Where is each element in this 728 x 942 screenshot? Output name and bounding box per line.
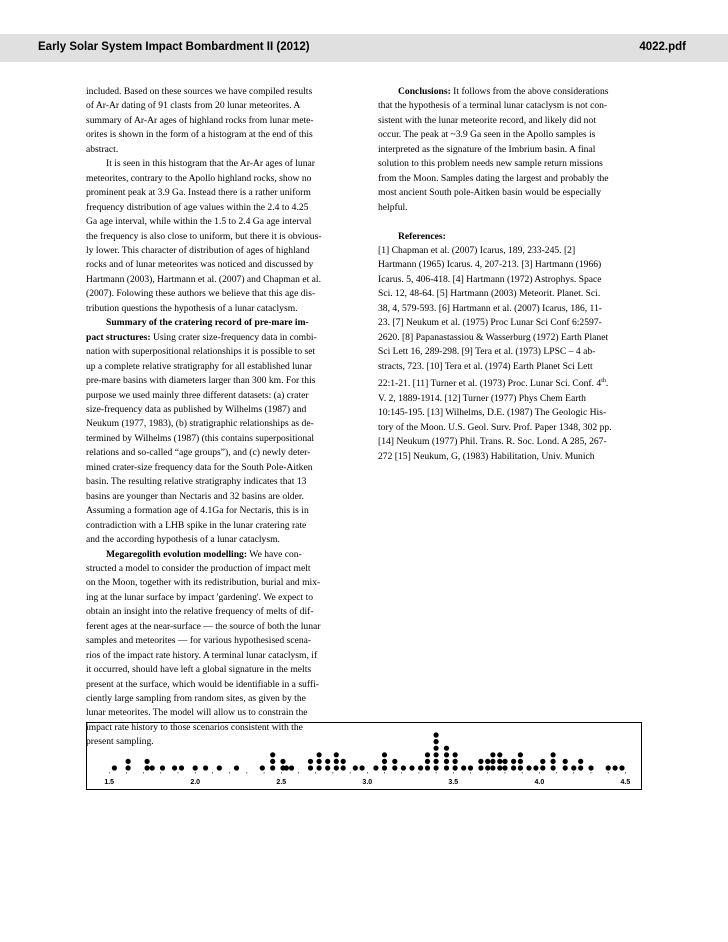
- histogram-dot: [461, 765, 466, 770]
- histogram-dot: [563, 759, 568, 764]
- histogram-dot: [382, 759, 387, 764]
- text-line: Ga age interval, while within the 1.5 to 2.4 Ga age interval: [86, 216, 312, 228]
- summary-heading: Summary of the cratering record of pre-mare im-: [106, 317, 309, 329]
- text-line: present sampling.: [86, 736, 154, 748]
- histogram-dot: [334, 752, 339, 757]
- summary-body: [86, 345, 350, 547]
- file-name: 4022.pdf: [639, 41, 686, 53]
- mega-heading-line: [86, 548, 350, 562]
- right-column: [378, 85, 642, 464]
- text-line: summary of Ar-Ar ages of highland rocks from lunar mete-: [86, 114, 314, 126]
- histogram-dot: [112, 765, 117, 770]
- text-line: of Ar-Ar dating of 91 clasts from 20 lunar meteorites. A: [86, 100, 301, 112]
- histogram-dot: [526, 765, 531, 770]
- text-line: helpful.: [378, 201, 408, 213]
- histogram-dot: [317, 752, 322, 757]
- histogram-dot: [284, 765, 289, 770]
- histogram-dot: [511, 759, 516, 764]
- histogram-dot: [145, 759, 150, 764]
- text-line: ferent ages at the near-surface — the source of both the lunar: [86, 620, 321, 632]
- histogram-dot: [418, 765, 423, 770]
- histogram-dot: [308, 765, 313, 770]
- text-line: meteorites, contrary to the Apollo highland rocks, show no: [86, 172, 312, 184]
- ref-conf-text: 22:1-21. [11] Turner et al. (1973) Proc. Lunar Sci. Conf. 4: [378, 378, 602, 390]
- reference-line: 38, 4, 579-593. [6] Hartmann et al. (2007) Icarus, 186, 11-: [378, 302, 602, 314]
- histogram-dot: [502, 765, 507, 770]
- text-line: it occurred, should have left a global signature in the melts: [86, 664, 312, 676]
- histogram-dot: [434, 752, 439, 757]
- histogram-dot: [453, 759, 458, 764]
- histogram-dot: [160, 765, 165, 770]
- text-line: lunar meteorites. The model will allow us to constrain the: [86, 707, 308, 719]
- reference-line: [1] Chapman et al. (2007) Icarus, 189, 233-245. [2]: [378, 244, 576, 256]
- text-line: from the Moon. Samples dating the largest and probably the: [378, 172, 609, 184]
- x-tick-label: 2.0: [190, 779, 201, 786]
- histogram-dot: [193, 765, 198, 770]
- histogram-dot: [434, 732, 439, 737]
- x-tick-label: 4.0: [534, 779, 545, 786]
- text-line: abstract.: [86, 143, 119, 155]
- text-line: basins are younger than Nectaris and 32 basins are older.: [86, 490, 304, 502]
- histogram-dot: [334, 759, 339, 764]
- mega-first-line: We have con-: [247, 548, 302, 560]
- histogram-dot: [613, 765, 618, 770]
- text-line: impact rate history to those scenarios consistent with the: [86, 721, 303, 733]
- text-line: nation with superpositional relationships it is possible to set: [86, 346, 316, 358]
- histogram-dot: [126, 765, 131, 770]
- conclusions-heading-line: [378, 85, 642, 99]
- text-line: obtain an insight into the relative frequency of melts of dif-: [86, 606, 314, 618]
- histogram-dot: [341, 765, 346, 770]
- references-list: [378, 244, 642, 374]
- reference-line: 2620. [8] Papanastassiou & Wasserburg (1972) Earth Planet: [378, 331, 609, 343]
- conclusions-body: [378, 99, 642, 215]
- histogram-dot: [478, 759, 483, 764]
- x-tick-label: 4.5: [620, 779, 631, 786]
- histogram-dot: [444, 752, 449, 757]
- text-line: purpose we used mainly three different datasets: (a) crater: [86, 389, 309, 401]
- text-line: ciently large sampling from random sites, as given by the: [86, 693, 306, 705]
- reference-line: 272 [15] Neukum, G, (1983) Habilitation, Univ. Munich: [378, 450, 595, 462]
- histogram-dot: [497, 752, 502, 757]
- age-histogram: [86, 722, 642, 790]
- histogram-dot: [150, 765, 155, 770]
- conclusions-first-line: It follows from the above considerations: [450, 86, 609, 97]
- summary-first-line: Using crater size-frequency data in combi-: [150, 331, 317, 343]
- histogram-dot: [373, 765, 378, 770]
- text-line: included. Based on these sources we have compiled results: [86, 86, 313, 97]
- histogram-dot: [444, 746, 449, 751]
- mega-heading: Megaregolith evolution modelling:: [106, 548, 248, 560]
- x-tick-label: 2.5: [276, 779, 287, 786]
- text-line: present at the surface, which would be identifiable in a suffi-: [86, 678, 319, 690]
- histogram-dot: [551, 752, 556, 757]
- text-line: Assuming a formation age of 4.1Ga for Nectaris, this is in: [86, 505, 309, 517]
- histogram-dot: [518, 752, 523, 757]
- histogram-dot: [401, 765, 406, 770]
- text-line: on the Moon, together with its redistribution, burial and mix-: [86, 577, 321, 589]
- histogram-dot: [353, 765, 358, 770]
- histogram-paragraph: [86, 157, 350, 316]
- conference-title: Early Solar System Impact Bombardment II (2012): [38, 41, 310, 53]
- histogram-dot: [409, 765, 414, 770]
- reference-line: Sci Lett 16, 289-298. [9] Tera et al. (1973) LPSC – 4 ab-: [378, 346, 596, 358]
- reference-line: [14] Neukum (1977) Phil. Trans. R. Soc. Lond. A 285, 267-: [378, 436, 607, 448]
- histogram-dot: [540, 759, 545, 764]
- histogram-dot: [434, 759, 439, 764]
- text-line: sistent with the lunar meteorite record, and likely did not: [378, 114, 596, 126]
- summary-heading-line-2: [86, 331, 350, 345]
- text-line: It is seen in this histogram that the Ar-Ar ages of lunar: [106, 158, 315, 170]
- summary-heading-cont: pact structures:: [86, 331, 151, 343]
- reference-line: 10:145-195. [13] Wilhelms, D.E. (1987) The Geologic His-: [378, 407, 607, 419]
- text-line: rocks and of lunar meteorites was noticed and discussed by: [86, 259, 314, 271]
- text-line: size-frequency data as published by Wilhelms (1987) and: [86, 403, 307, 415]
- text-line: basin. The resulting relative stratigraphy indicates that 13: [86, 476, 307, 488]
- histogram-dot: [317, 759, 322, 764]
- histogram-dot: [490, 759, 495, 764]
- histogram-dot: [485, 765, 490, 770]
- histogram-dot: [578, 759, 583, 764]
- histogram-dot: [341, 759, 346, 764]
- histogram-dot: [468, 765, 473, 770]
- histogram-svg: [87, 723, 641, 789]
- histogram-dot: [382, 752, 387, 757]
- histogram-dot: [270, 752, 275, 757]
- summary-section: [86, 316, 350, 330]
- histogram-dot: [392, 765, 397, 770]
- histogram-dot: [425, 765, 430, 770]
- histogram-dot: [497, 759, 502, 764]
- histogram-dot: [434, 746, 439, 751]
- histogram-dot: [179, 765, 184, 770]
- x-tick-label: 3.0: [362, 779, 373, 786]
- reference-line: V. 2, 1889-1914. [12] Turner (1977) Phys Chem Earth: [378, 392, 586, 404]
- references-list-tail: [378, 392, 642, 464]
- text-line: interpreted as the signature of the Imbrium basin. A final: [378, 143, 596, 155]
- conclusions-heading: Conclusions:: [398, 86, 451, 97]
- histogram-dot: [234, 765, 239, 770]
- histogram-dot: [619, 765, 624, 770]
- histogram-dot: [270, 765, 275, 770]
- reference-line: 23. [7] Neukum et al. (1975) Proc Lunar Sci Conf 6:2597-: [378, 317, 602, 329]
- text-line: that the hypothesis of a terminal lunar cataclysm is not con-: [378, 100, 608, 112]
- histogram-dot: [280, 759, 285, 764]
- histogram-dot: [533, 765, 538, 770]
- histogram-dot: [270, 759, 275, 764]
- histogram-dot: [490, 752, 495, 757]
- text-line: rios of the impact rate history. A terminal lunar cataclysm, if: [86, 649, 318, 661]
- histogram-dot: [571, 765, 576, 770]
- text-line: relations and so-called “age groups”), and (c) newly deter-: [86, 447, 311, 459]
- histogram-dot: [172, 765, 177, 770]
- histogram-dot: [334, 765, 339, 770]
- histogram-dot: [563, 765, 568, 770]
- histogram-dot: [317, 765, 322, 770]
- references-heading-line: [378, 230, 642, 244]
- text-line: and the according hypothesis of a lunar cataclysm.: [86, 534, 280, 546]
- histogram-dot: [606, 765, 611, 770]
- text-line: Hartmann (2003), Hartmann et al. (2007) and Chapman et al.: [86, 273, 321, 285]
- histogram-dot: [444, 759, 449, 764]
- text-line: up a complete relative stratigraphy for all established lunar: [86, 360, 312, 372]
- text-line: the frequency is also close to uniform, but there it is obvious-: [86, 230, 322, 242]
- histogram-dot: [551, 765, 556, 770]
- reference-line: Hartmann (1965) Icarus. 4, 207-213. [3] Hartmann (1966): [378, 259, 602, 271]
- reference-line: stracts, 723. [10] Tera et al. (1974) Earth Planet Sci Lett: [378, 360, 593, 372]
- histogram-dot: [325, 765, 330, 770]
- histogram-dot: [382, 765, 387, 770]
- text-line: frequency distribution of age values within the 2.4 to 4.25: [86, 201, 309, 213]
- histogram-dot: [497, 765, 502, 770]
- histogram-dot: [203, 765, 208, 770]
- text-line: (2007). Folowing these authors we believe that this age dis-: [86, 288, 316, 300]
- histogram-dot: [453, 752, 458, 757]
- histogram-dot: [511, 765, 516, 770]
- text-line: ly lower. This character of distribution of ages of highland: [86, 244, 310, 256]
- histogram-dot: [126, 759, 131, 764]
- text-line: most ancient South pole-Aitken basin would be especially: [378, 187, 602, 199]
- histogram-dot: [453, 765, 458, 770]
- text-line: structed a model to consider the production of impact melt: [86, 562, 311, 574]
- histogram-dot: [518, 759, 523, 764]
- histogram-dot: [434, 739, 439, 744]
- text-line: samples and meteorites — for various hypothesised scena-: [86, 635, 312, 647]
- text-line: ing at the lunar surface by impact 'gardening'. We expect to: [86, 591, 314, 603]
- histogram-dot: [588, 765, 593, 770]
- text-line: pre-mare basins with diameters larger than 300 km. For this: [86, 375, 316, 387]
- text-line: Neukum (1977, 1983), (b) stratigraphic relationships as de-: [86, 418, 314, 430]
- histogram-dot: [444, 765, 449, 770]
- text-line: tribution questions the hypothesis of a lunar cataclysm.: [86, 302, 298, 314]
- reference-conf-line: [378, 374, 642, 392]
- histogram-dot: [502, 759, 507, 764]
- histogram-dot: [490, 765, 495, 770]
- text-line: orites is shown in the form of a histogram at the end of this: [86, 129, 313, 141]
- histogram-dot: [518, 765, 523, 770]
- histogram-dot: [308, 759, 313, 764]
- histogram-dot: [540, 765, 545, 770]
- histogram-dot: [478, 765, 483, 770]
- reference-line: Icarus. 5, 406-418. [4] Hartmann (1972) Astrophys. Space: [378, 273, 602, 285]
- ref-conf-end: .: [605, 378, 609, 390]
- histogram-dot: [392, 759, 397, 764]
- references-heading: References:: [398, 230, 446, 242]
- reference-line: tory of the Moon. U.S. Geol. Surv. Prof. Paper 1348, 302 pp.: [378, 421, 612, 433]
- text-line: mined crater-size frequency data for the South Pole-Aitken: [86, 461, 313, 473]
- histogram-dot: [578, 765, 583, 770]
- text-line: occur. The peak at ~3.9 Ga seen in the Apollo samples is: [378, 129, 596, 141]
- reference-line: Sci. 12, 48-64. [5] Hartmann (2003) Meteorit. Planet. Sci.: [378, 288, 601, 300]
- left-column: [86, 85, 350, 750]
- histogram-dot: [325, 759, 330, 764]
- histogram-dot: [145, 765, 150, 770]
- histogram-dot: [434, 765, 439, 770]
- histogram-dot: [425, 752, 430, 757]
- text-line: contradiction with a LHB spike in the lunar cratering rate: [86, 519, 307, 531]
- histogram-dot: [485, 759, 490, 764]
- text-line: prominent peak at 3.9 Ga. Instead there is a rather uniform: [86, 187, 311, 199]
- histogram-dot: [360, 765, 365, 770]
- histogram-dot: [551, 759, 556, 764]
- histogram-dot: [425, 759, 430, 764]
- histogram-dot: [260, 765, 265, 770]
- histogram-dot: [217, 765, 222, 770]
- text-line: solution to this problem needs new sample return missions: [378, 158, 603, 170]
- text-line: termined by Wilhelms (1987) (this contains superpositional: [86, 432, 315, 444]
- intro-paragraph: [86, 85, 350, 157]
- ref-conf-sup: th: [601, 378, 606, 385]
- x-tick-label: 1.5: [104, 779, 115, 786]
- histogram-dot: [289, 765, 294, 770]
- x-tick-label: 3.5: [448, 779, 459, 786]
